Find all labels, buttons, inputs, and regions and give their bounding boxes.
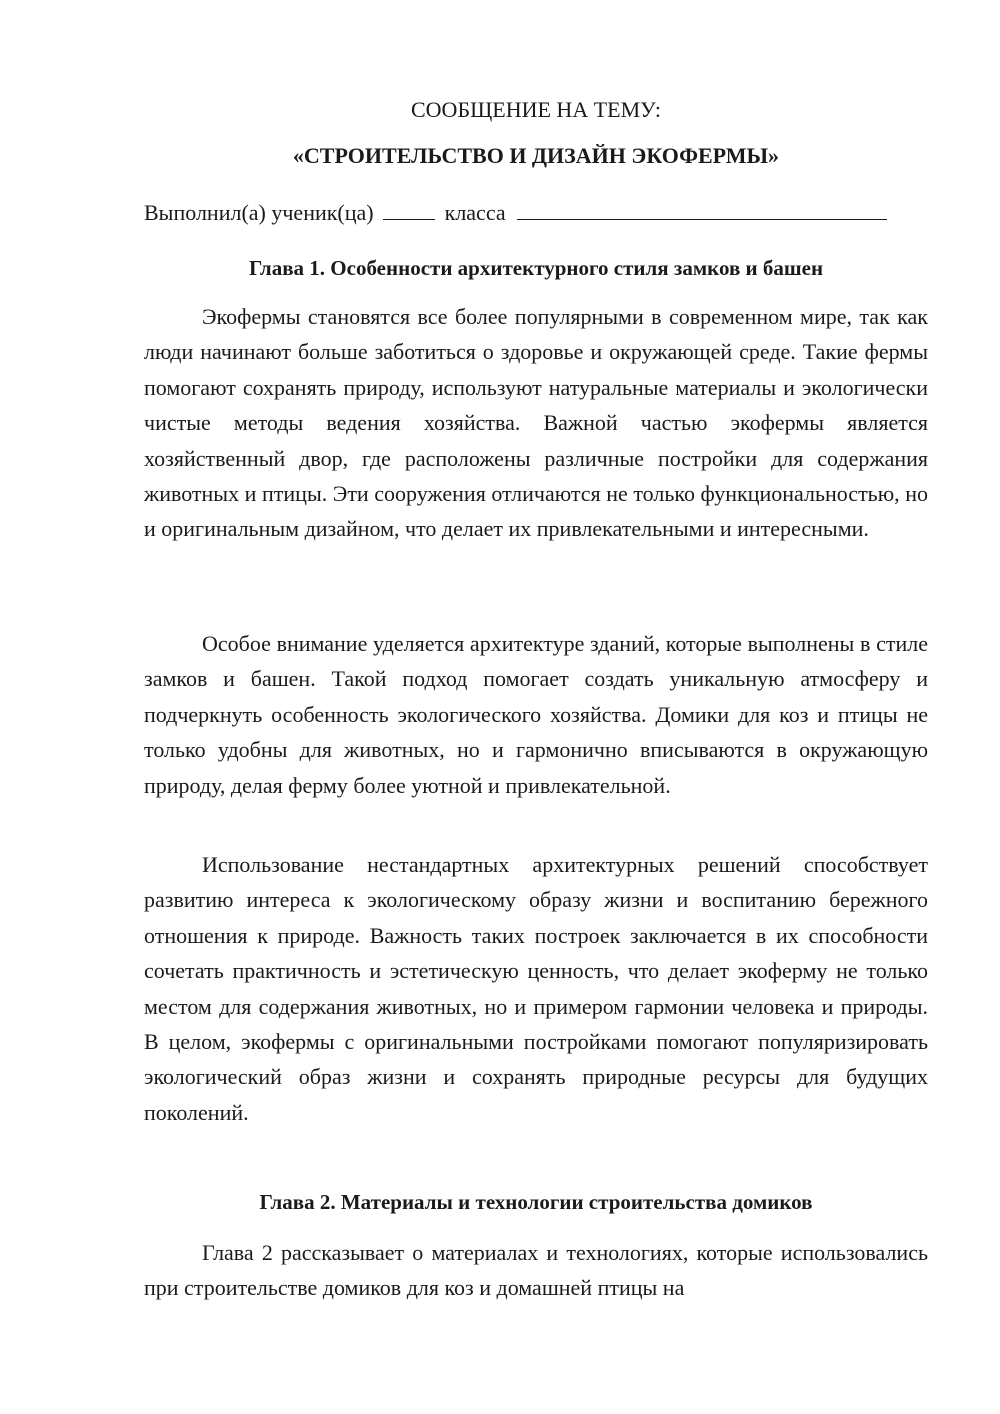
class-number-blank [383,197,435,220]
author-prefix: Выполнил(а) ученик(ца) [144,200,374,225]
chapter-2-heading: Глава 2. Материалы и технологии строительства домиков [259,1190,813,1214]
chapter-1-paragraph-2: Особое внимание уделяется архитектуре зданий, которые выполнены в стиле замков и башен. Такой подход помогает создать уникальную атмосферу и подчеркнуть особенность экологического хозяйства. Домики для коз и птицы не только удобны для животных, но и гармонично вписываются в окружающую природу, делая ферму более уютной и привлекательной. [144,631,928,798]
student-name-blank [517,197,887,220]
chapter-2-paragraph-1: Глава 2 рассказывает о материалах и технологиях, которые использовались при строительстве домиков для коз и домашней птицы на [144,1240,928,1301]
class-label: класса [444,200,506,225]
chapter-1-paragraph-3: Использование нестандартных архитектурных решений способствует развитию интереса к экологическому образу жизни и воспитанию бережного отношения к природе. Важность таких построек заключается в их способности сочетать практичность и эстетическую ценность, что делает экоферму не только местом для содержания животных, но и примером гармонии человека и природы. В целом, экофермы с оригинальными постройками помогают популяризировать экологический образ жизни и сохранять природные ресурсы для будущих поколений. [144,852,928,1125]
chapter-1-heading: Глава 1. Особенности архитектурного стиля замков и башен [248,256,824,280]
author-line [144,197,928,229]
document-title-line2: «СТРОИТЕЛЬСТВО И ДИЗАЙН ЭКОФЕРМЫ» [292,143,780,168]
chapter-1-paragraph-1: Экофермы становятся все более популярными в современном мире, так как люди начинают больше заботиться о здоровье и окружающей среде. Такие фермы помогают сохранять природу, используют натуральные материалы и экологически чистые методы ведения хозяйства. Важной частью экофермы является хозяйственный двор, где расположены различные постройки для содержания животных и птицы. Эти сооружения отличаются не только функциональностью, но и оригинальным дизайном, что делает их привлекательными и интересными. [144,304,928,542]
document-title-line1: СООБЩЕНИЕ НА ТЕМУ: [411,97,661,122]
